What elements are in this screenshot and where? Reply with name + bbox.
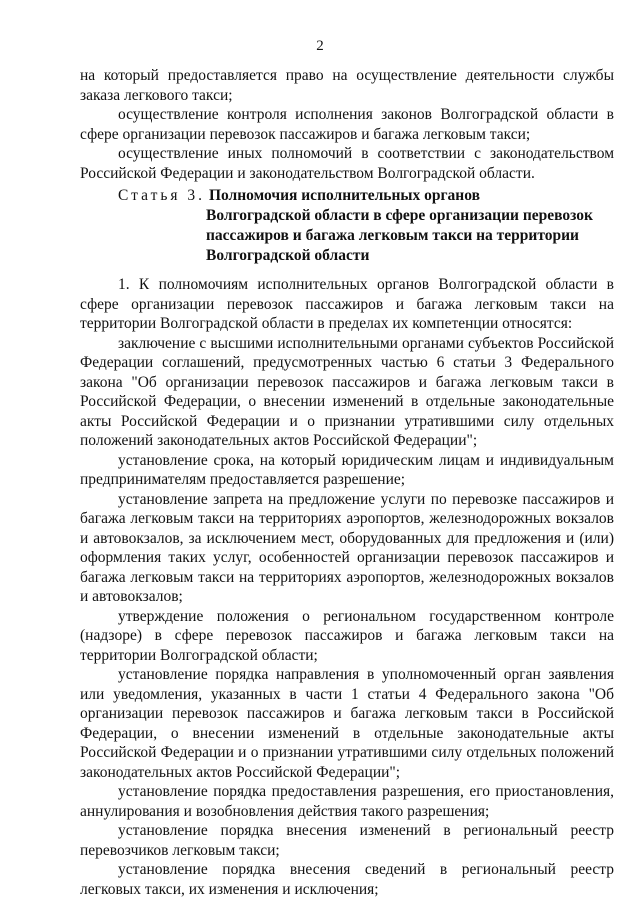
article-title-line: Волгоградской области: [206, 247, 370, 264]
paragraph: заключение с высшими исполнительными органами субъектов Российской Федерации соглашений, предусмотренных частью 6 статьи 3 Федерального закона "Об организации перевозок пассажиров и багажа легковым такси в Российской Федерации, о внесении изменений в отдельные законодательные акты Российской Федерации и о признании утратившими силу отдельных положений законодательных актов Российской Федерации";: [80, 334, 614, 449]
top-text-block: [80, 66, 614, 183]
paragraph: установление порядка внесения изменений в региональный реестр перевозчиков легковым такси;: [80, 822, 614, 859]
paragraph-continuation: на который предоставляется право на осуществление деятельности службы заказа легкового такси;: [80, 67, 614, 104]
article-label: Статья 3.: [118, 187, 206, 204]
article-title-line: пассажиров и багажа легковым такси на территории: [206, 227, 579, 244]
paragraph: установление срока, на который юридическим лицам и индивидуальным предпринимателям предоставляется разрешение;: [80, 451, 614, 488]
article-title-continuation: [118, 206, 618, 266]
paragraph: утверждение положения о региональном государственном контроле (надзоре) в сфере перевозок пассажиров и багажа легковым такси на территории Волгоградской области;: [80, 607, 614, 664]
paragraph: 1. К полномочиям исполнительных органов Волгоградской области в сфере организации перевозок пассажиров и багажа легковым такси на территории Волгоградской области в пределах их компетенции относятся:: [80, 276, 614, 332]
page-number: 2: [316, 38, 324, 54]
paragraph: установление порядка внесения сведений в региональный реестр легковых такси, их изменения и исключения;: [80, 861, 614, 898]
article-heading: [118, 186, 618, 266]
paragraph: осуществление иных полномочий в соответствии с законодательством Российской Федерации и законодательством Волгоградской области.: [80, 145, 614, 182]
paragraph: установление порядка предоставления разрешения, его приостановления, аннулирования и возобновления действия такого разрешения;: [80, 783, 614, 820]
paragraph: установление запрета на предложение услуги по перевозке пассажиров и багажа легковым такси на территориях аэропортов, железнодорожных вокзалов и автовокзалов, за исключением мест, оборудованных для предложения и (или) оформления таких услуг, особенностей организации перевозок пассажиров и багажа легковым такси на территориях аэропортов, железнодорожных вокзалов и автовокзалов;: [80, 490, 614, 605]
paragraph: осуществление контроля исполнения законов Волгоградской области в сфере организации перевозок пассажиров и багажа легковым такси;: [80, 106, 614, 143]
paragraph: установление порядка направления в уполномоченный орган заявления или уведомления, указанных в части 1 статьи 4 Федерального закона "Об организации перевозок пассажиров и багажа легковым такси в Российской Федерации, о внесении изменений в отдельные законодательные акты Российской Федерации и о признании утратившими силу отдельных положений законодательных актов Российской Федерации";: [80, 666, 614, 781]
article-body: [80, 275, 614, 899]
article-title-line: Полномочия исполнительных органов: [208, 187, 480, 204]
article-title-line: Волгоградской области в сфере организации перевозок: [206, 207, 593, 224]
